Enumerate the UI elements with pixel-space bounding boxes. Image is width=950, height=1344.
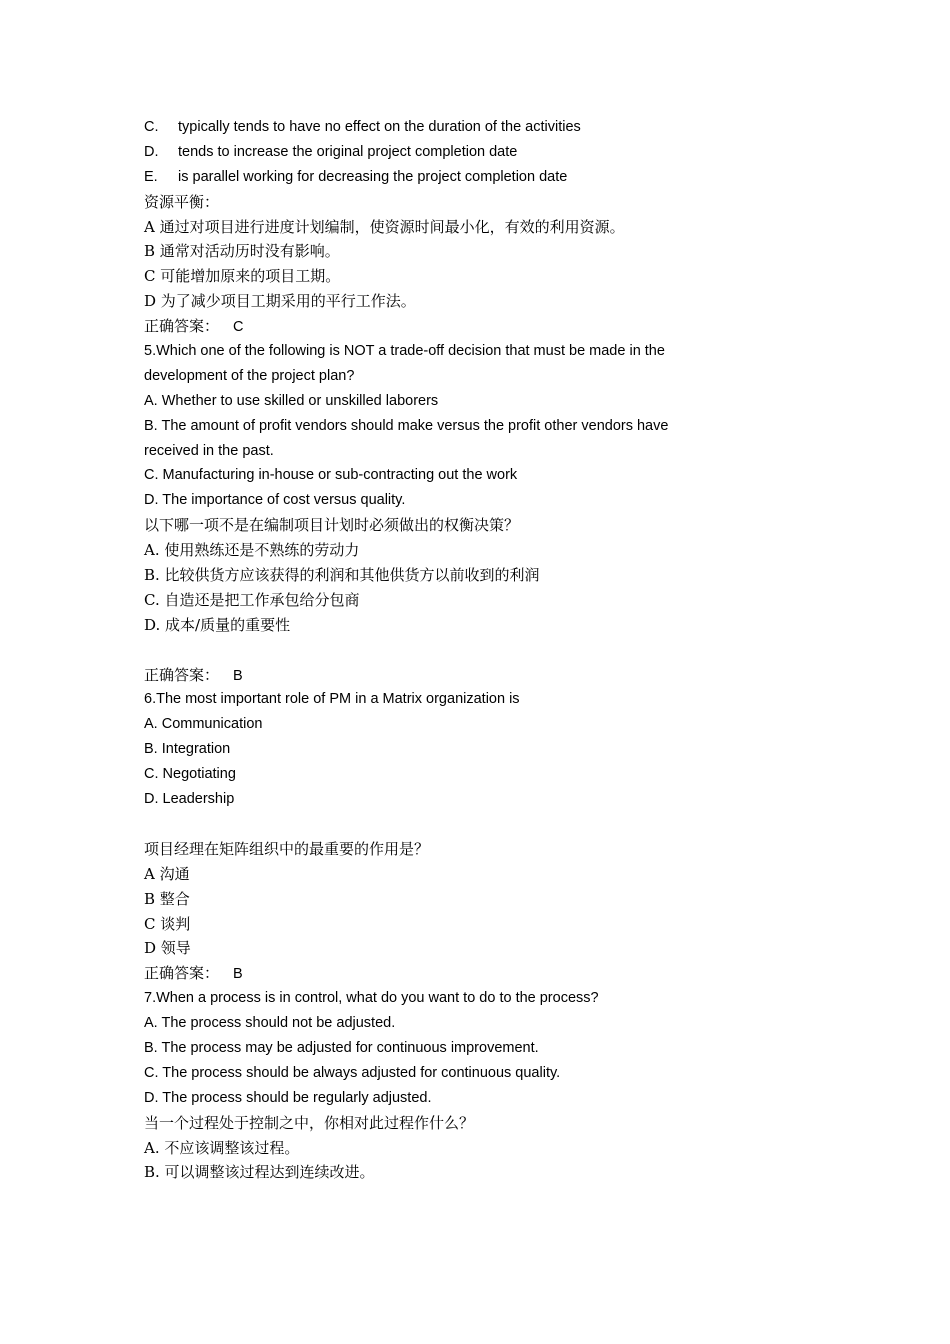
chinese-text-line: D 为了减少项目工期采用的平行工作法。 [144,292,416,311]
document-body [144,115,864,1185]
option-text: tends to increase the original project completion date [178,143,518,160]
answer-value: B [233,966,243,983]
option-line [144,165,864,190]
text-line: 5.Which one of the following is NOT a trade-off decision that must be made in the [144,343,665,360]
text-line: B. The amount of profit vendors should make versus the profit other vendors have [144,417,669,434]
option-line [144,140,864,165]
chinese-text-line: D 领导 [144,939,191,958]
text-line: A. Whether to use skilled or unskilled laborers [144,392,439,409]
text-line: development of the project plan? [144,367,355,384]
chinese-text-line: A. 不应该调整该过程。 [144,1138,300,1157]
text-line: received in the past. [144,442,274,459]
answer-value: C [233,319,244,336]
option-key: C. [144,119,159,135]
text-line: C. Manufacturing in-house or sub-contracting out the work [144,467,518,484]
chinese-text-line: A 沟通 [144,864,190,883]
text-line: D. The importance of cost versus quality. [144,492,406,509]
text-line: A. The process should not be adjusted. [144,1015,396,1032]
answer-line [144,663,864,688]
chinese-text-line: A 通过对项目进行进度计划编制，使资源时间最小化，有效的利用资源。 [144,217,625,236]
chinese-text-line: A. 使用熟练还是不熟练的劳动力 [144,541,360,560]
text-line: D. Leadership [144,791,235,808]
chinese-text-line: 资源平衡： [144,192,220,211]
chinese-text-line: C 谈判 [144,914,191,933]
chinese-text-line: B. 可以调整该过程达到连续改进。 [144,1163,375,1182]
answer-line [144,314,864,339]
answer-value: B [233,667,243,684]
text-line: A. Communication [144,716,263,733]
text-line: C. The process should be always adjusted for continuous quality. [144,1064,561,1081]
option-text: typically tends to have no effect on the duration of the activities [178,119,581,135]
option-key: D. [144,143,159,160]
answer-label: 正确答案： [144,964,220,983]
option-key: E. [144,168,158,185]
chinese-text-line: C. 自造还是把工作承包给分包商 [144,590,360,609]
chinese-text-line: 当一个过程处于控制之中，你相对此过程作什么？ [144,1113,475,1132]
blank-line [144,812,864,837]
answer-line [144,961,864,986]
chinese-text-line: 以下哪一项不是在编制项目计划时必须做出的权衡决策？ [144,516,520,535]
chinese-text-line: D. 成本/质量的重要性 [144,615,291,634]
blank-line [144,638,864,663]
text-line: B. The process may be adjusted for continuous improvement. [144,1039,539,1056]
text-line: C. Negotiating [144,766,236,783]
chinese-text-line: B 通常对活动历时没有影响。 [144,242,340,261]
text-line: 6.The most important role of PM in a Matrix organization is [144,691,520,708]
chinese-text-line: 项目经理在矩阵组织中的最重要的作用是？ [144,839,430,858]
chinese-text-line: B 整合 [144,889,190,908]
chinese-text-line: B. 比较供货方应该获得的利润和其他供货方以前收到的利润 [144,566,540,585]
text-line: D. The process should be regularly adjusted. [144,1089,432,1106]
answer-label: 正确答案： [144,665,220,684]
text-line: B. Integration [144,741,231,758]
chinese-text-line: C 可能增加原来的项目工期。 [144,267,341,286]
answer-label: 正确答案： [144,317,220,336]
option-line [144,115,864,140]
option-text: is parallel working for decreasing the project completion date [178,168,568,185]
text-line: 7.When a process is in control, what do you want to do to the process? [144,990,599,1007]
